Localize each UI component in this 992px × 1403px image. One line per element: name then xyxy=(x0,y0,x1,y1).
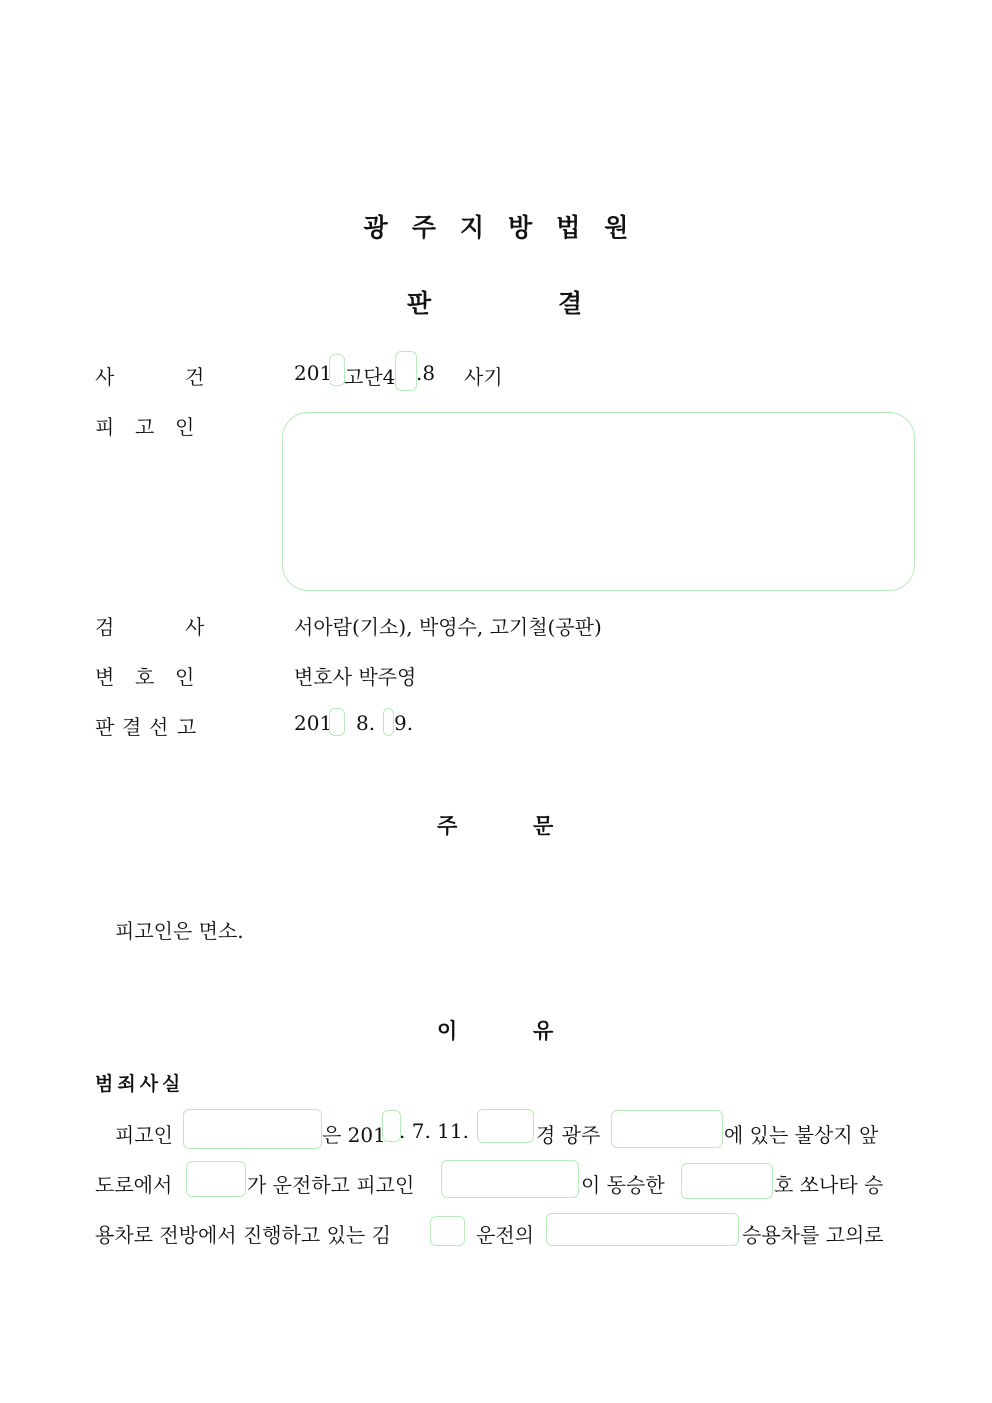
order-text: 피고인은 면소. xyxy=(115,919,244,943)
order-heading-char-1: 주 xyxy=(437,814,458,838)
sentencing-label-char-3: 선 xyxy=(149,715,169,739)
facts-line1-d: 경 광주 xyxy=(536,1123,601,1147)
facts-line2-d: 호 쏘나타 승 xyxy=(774,1173,884,1197)
sentencing-date-part-3: 9. xyxy=(394,711,414,735)
defendant-redaction-box xyxy=(282,412,915,591)
attorney-label-char-2: 호 xyxy=(135,665,155,689)
facts-line2-a: 도로에서 xyxy=(95,1173,173,1197)
redaction-box xyxy=(477,1109,534,1143)
defendant-label-char-3: 인 xyxy=(175,415,195,439)
document-type-char-2: 결 xyxy=(558,289,583,318)
sentencing-date-part-1: 201 xyxy=(294,711,333,735)
crime-facts-subheading: 범죄사실 xyxy=(95,1073,185,1095)
reason-heading-char-2: 유 xyxy=(533,1019,554,1043)
redaction-box xyxy=(383,708,394,736)
facts-line3-a: 용차로 전방에서 진행하고 있는 김 xyxy=(95,1223,391,1247)
attorney-label-char-3: 인 xyxy=(175,665,195,689)
reason-heading-char-1: 이 xyxy=(437,1019,458,1043)
redaction-box xyxy=(395,351,417,391)
facts-line1-c: . 7. 11. xyxy=(399,1119,469,1143)
case-label-char-1: 사 xyxy=(95,365,115,389)
attorney-label-char-1: 변 xyxy=(95,665,115,689)
redaction-box xyxy=(611,1110,723,1148)
prosecutor-value: 서아람(기소), 박영수, 고기철(공판) xyxy=(294,615,602,639)
court-name: 광주지방법원 xyxy=(363,213,653,242)
sentencing-label-char-1: 판 xyxy=(95,715,115,739)
facts-line1-a: 피고인 xyxy=(115,1123,173,1147)
case-name: 사기 xyxy=(464,365,503,389)
document-type-char-1: 판 xyxy=(407,289,432,318)
case-number-part-2: 고단4 xyxy=(344,365,396,389)
redaction-box xyxy=(183,1109,322,1149)
facts-line3-c: 승용차를 고의로 xyxy=(742,1223,884,1247)
case-number-part-1: 201 xyxy=(294,361,333,385)
defendant-label-char-1: 피 xyxy=(95,415,115,439)
redaction-box xyxy=(430,1216,465,1246)
case-label-char-2: 건 xyxy=(185,365,205,389)
redaction-box xyxy=(329,354,345,386)
sentencing-label-char-2: 결 xyxy=(122,715,142,739)
redaction-box xyxy=(329,708,345,736)
redaction-box xyxy=(441,1160,579,1198)
facts-line2-b: 가 운전하고 피고인 xyxy=(247,1173,415,1197)
sentencing-label-char-4: 고 xyxy=(177,715,197,739)
facts-line2-c: 이 동승한 xyxy=(581,1173,665,1197)
attorney-value: 변호사 박주영 xyxy=(294,665,417,689)
sentencing-date-part-2: 8. xyxy=(356,711,376,735)
order-heading-char-2: 문 xyxy=(533,814,554,838)
prosecutor-label-char-1: 검 xyxy=(95,615,115,639)
prosecutor-label-char-2: 사 xyxy=(185,615,205,639)
redaction-box xyxy=(681,1163,773,1199)
defendant-label-char-2: 고 xyxy=(135,415,155,439)
redaction-box xyxy=(546,1213,739,1246)
facts-line1-b: 은 201 xyxy=(322,1123,386,1147)
redaction-box xyxy=(186,1161,246,1197)
facts-line1-e: 에 있는 불상지 앞 xyxy=(724,1123,879,1147)
case-number-part-3: .8 xyxy=(416,361,436,385)
facts-line3-b: 운전의 xyxy=(476,1223,534,1247)
